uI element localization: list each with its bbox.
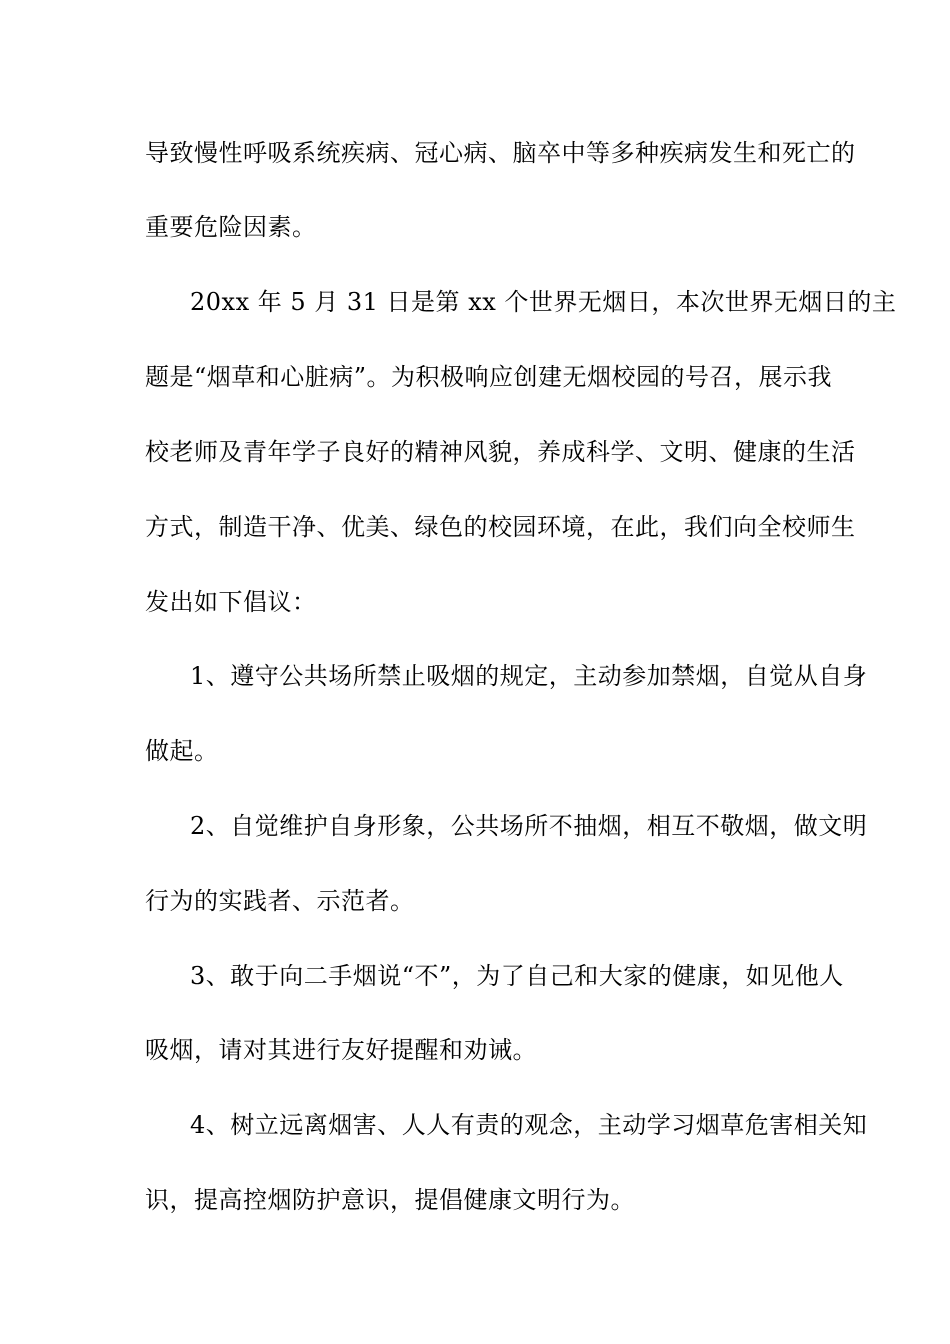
paragraph-first-line: 20xx 年 5 月 31 日是第 xx 个世界无烟日，本次世界无烟日的主: [190, 288, 897, 316]
text-line: 发出如下倡议：: [145, 588, 317, 616]
text-line: 重要危险因素。: [145, 213, 317, 241]
text-line: 方式，制造干净、优美、绿色的校园环境，在此，我们向全校师生: [145, 513, 856, 541]
text-line: 导致慢性呼吸系统疾病、冠心病、脑卒中等多种疾病发生和死亡的: [145, 139, 856, 167]
text-line: 识，提高控烟防护意识，提倡健康文明行为。: [145, 1186, 635, 1214]
list-item-4: 4、树立远离烟害、人人有责的观念，主动学习烟草危害相关知: [190, 1111, 868, 1139]
list-item-2: 2、自觉维护自身形象，公共场所不抽烟，相互不敬烟，做文明: [190, 812, 868, 840]
text-line: 校老师及青年学子良好的精神风貌，养成科学、文明、健康的生活: [145, 438, 856, 466]
text-line: 吸烟，请对其进行友好提醒和劝诫。: [145, 1036, 537, 1064]
text-line: 行为的实践者、示范者。: [145, 887, 415, 915]
text-line: 做起。: [145, 737, 219, 765]
text-line: 题是“烟草和心脏病”。为积极响应创建无烟校园的号召，展示我: [145, 363, 833, 391]
list-item-3: 3、敢于向二手烟说“不”，为了自己和大家的健康，如见他人: [190, 962, 844, 990]
list-item-1: 1、遵守公共场所禁止吸烟的规定，主动参加禁烟，自觉从自身: [190, 662, 868, 690]
